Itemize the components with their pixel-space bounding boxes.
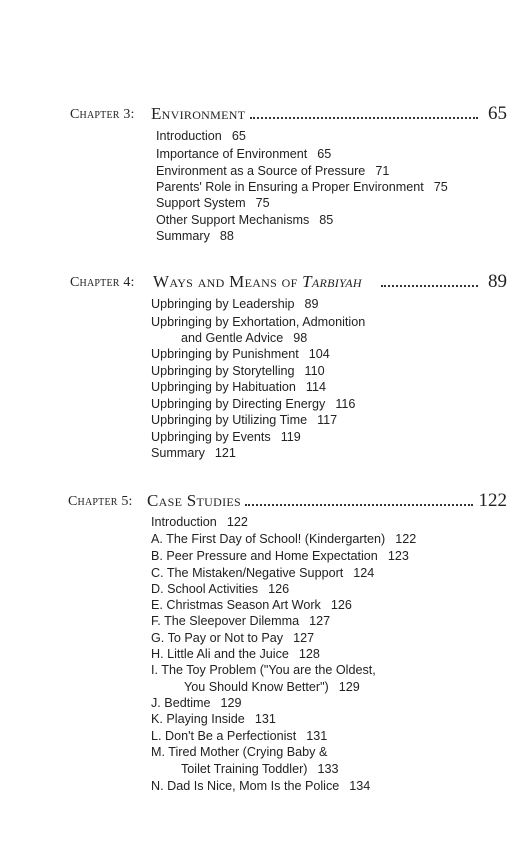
chapter-label: Chapter 3: — [70, 107, 135, 122]
toc-entry[interactable]: B. Peer Pressure and Home Expectation 123 — [151, 549, 409, 563]
toc-entry[interactable]: Upbringing by Utilizing Time 117 — [151, 413, 338, 427]
toc-entry[interactable]: Introduction 122 — [151, 515, 248, 529]
toc-entry-continued[interactable]: Toilet Training Toddler) 133 — [181, 762, 339, 776]
toc-entry[interactable]: Upbringing by Habituation 114 — [151, 380, 326, 394]
toc-entry[interactable]: Upbringing by Punishment 104 — [151, 347, 330, 361]
toc-entry[interactable]: L. Don't Be a Perfectionist 131 — [151, 729, 328, 743]
toc-entry[interactable]: C. The Mistaken/Negative Support 124 — [151, 566, 375, 580]
toc-entry[interactable]: Summary 88 — [156, 229, 234, 243]
toc-entry[interactable]: G. To Pay or Not to Pay 127 — [151, 631, 315, 645]
dot-leader — [381, 283, 478, 287]
toc-entry[interactable]: H. Little Ali and the Juice 128 — [151, 647, 320, 661]
toc-entry[interactable]: I. The Toy Problem ("You are the Oldest, — [151, 663, 376, 677]
chapter-4 — [0, 271, 517, 295]
toc-entry[interactable]: Importance of Environment 65 — [156, 147, 332, 161]
toc-entry-continued[interactable]: and Gentle Advice 98 — [181, 331, 308, 345]
chapter-label: Chapter 5: — [68, 494, 133, 509]
toc-entry[interactable]: K. Playing Inside 131 — [151, 712, 276, 726]
dot-leader — [245, 502, 473, 506]
chapter-page-number: 65 — [488, 103, 507, 124]
chapter-page-number: 122 — [478, 490, 507, 511]
chapter-title: Environment — [151, 104, 246, 123]
toc-entry[interactable]: M. Tired Mother (Crying Baby & — [151, 745, 328, 759]
chapter-3 — [0, 103, 517, 127]
toc-entry-continued[interactable]: You Should Know Better") 129 — [184, 680, 360, 694]
toc-entry[interactable]: Upbringing by Storytelling 110 — [151, 364, 325, 378]
toc-entry[interactable]: A. The First Day of School! (Kindergarten) 122 — [151, 532, 417, 546]
dot-leader — [250, 115, 478, 119]
chapter-page-number: 89 — [488, 271, 507, 292]
toc-entry[interactable]: Environment as a Source of Pressure 71 — [156, 164, 390, 178]
toc-entry[interactable]: N. Dad Is Nice, Mom Is the Police 134 — [151, 779, 371, 793]
toc-entry[interactable]: D. School Activities 126 — [151, 582, 290, 596]
toc-entry[interactable]: Upbringing by Directing Energy 116 — [151, 397, 356, 411]
toc-entry[interactable]: Other Support Mechanisms 85 — [156, 213, 334, 227]
chapter-title-italic: Tarbiyah — [302, 272, 362, 291]
toc-entry[interactable]: Upbringing by Exhortation, Admonition — [151, 315, 366, 329]
toc-entry[interactable]: F. The Sleepover Dilemma 127 — [151, 614, 331, 628]
toc-entry[interactable]: Support System 75 — [156, 196, 270, 210]
toc-entry[interactable]: Introduction 65 — [156, 129, 246, 143]
toc-entry[interactable]: Upbringing by Events 119 — [151, 430, 301, 444]
chapter-heading — [0, 103, 517, 127]
chapter-title: Ways and Means of Tarbiyah — [153, 272, 362, 291]
toc-entry[interactable]: Summary 121 — [151, 446, 236, 460]
toc-entry[interactable]: J. Bedtime 129 — [151, 696, 242, 710]
chapter-heading — [0, 490, 517, 514]
chapter-title: Case Studies — [147, 491, 241, 510]
chapter-label: Chapter 4: — [70, 275, 135, 290]
chapter-heading — [0, 271, 517, 295]
toc-entry[interactable]: E. Christmas Season Art Work 126 — [151, 598, 352, 612]
toc-entry[interactable]: Upbringing by Leadership 89 — [151, 297, 319, 311]
chapter-5 — [0, 490, 517, 514]
toc-entry[interactable]: Parents' Role in Ensuring a Proper Environment 75 — [156, 180, 448, 194]
